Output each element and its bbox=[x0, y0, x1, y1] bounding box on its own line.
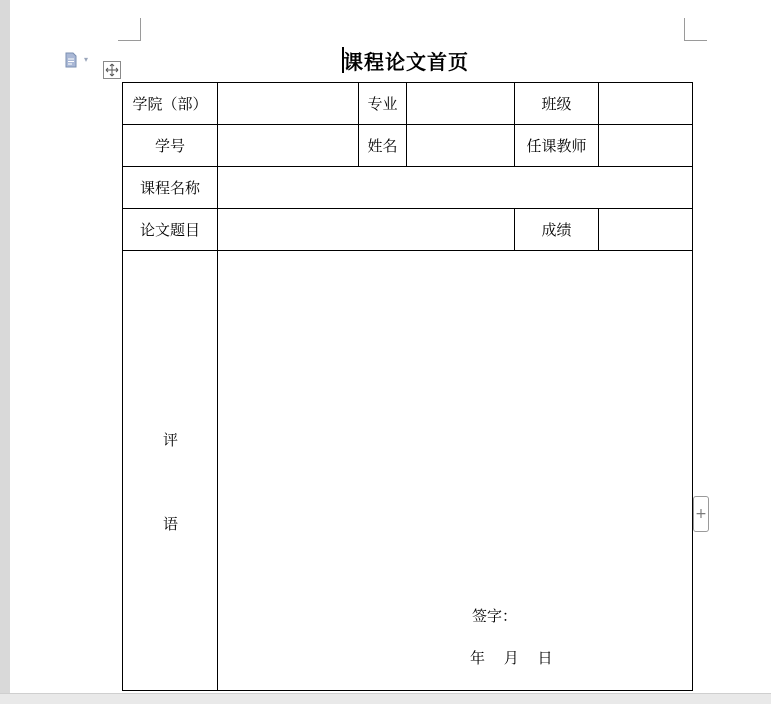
college-value-cell[interactable] bbox=[218, 83, 359, 125]
grade-label: 成绩 bbox=[515, 209, 599, 251]
college-label: 学院（部） bbox=[123, 83, 218, 125]
major-label: 专业 bbox=[359, 83, 407, 125]
status-bar bbox=[0, 693, 771, 704]
student-id-label: 学号 bbox=[123, 125, 218, 167]
course-label: 课程名称 bbox=[123, 167, 218, 209]
table-row bbox=[123, 83, 693, 125]
course-value-cell[interactable] bbox=[218, 167, 693, 209]
document-page[interactable] bbox=[10, 0, 771, 704]
student-id-value-cell[interactable] bbox=[218, 125, 359, 167]
remark-label-cell bbox=[123, 251, 218, 691]
major-value-cell[interactable] bbox=[407, 83, 515, 125]
name-value-cell[interactable] bbox=[407, 125, 515, 167]
class-value-cell[interactable] bbox=[599, 83, 693, 125]
remark-label-char-2: 语 bbox=[163, 515, 179, 533]
chevron-down-icon[interactable]: ▾ bbox=[84, 55, 89, 64]
add-column-icon[interactable]: + bbox=[693, 496, 709, 532]
signature-label: 签字： bbox=[472, 607, 518, 625]
table-move-handle-icon[interactable] bbox=[103, 61, 121, 79]
remark-label-char-1: 评 bbox=[163, 431, 179, 449]
class-label: 班级 bbox=[515, 83, 599, 125]
crop-mark-top-right bbox=[684, 18, 707, 41]
crop-mark-top-left bbox=[118, 18, 141, 41]
grade-value-cell[interactable] bbox=[599, 209, 693, 251]
table-row bbox=[123, 167, 693, 209]
document-icon[interactable] bbox=[64, 52, 78, 71]
cover-form-table bbox=[122, 82, 693, 691]
remark-content-cell[interactable] bbox=[218, 251, 693, 691]
topic-label: 论文题目 bbox=[123, 209, 218, 251]
page-title: 课程论文首页 bbox=[343, 50, 469, 74]
table-row bbox=[123, 209, 693, 251]
name-label: 姓名 bbox=[359, 125, 407, 167]
window-left-border bbox=[0, 0, 10, 704]
date-label: 年 月 日 bbox=[470, 649, 553, 667]
table-row bbox=[123, 125, 693, 167]
table-row bbox=[123, 251, 693, 691]
teacher-value-cell[interactable] bbox=[599, 125, 693, 167]
teacher-label: 任课教师 bbox=[515, 125, 599, 167]
topic-value-cell[interactable] bbox=[218, 209, 515, 251]
